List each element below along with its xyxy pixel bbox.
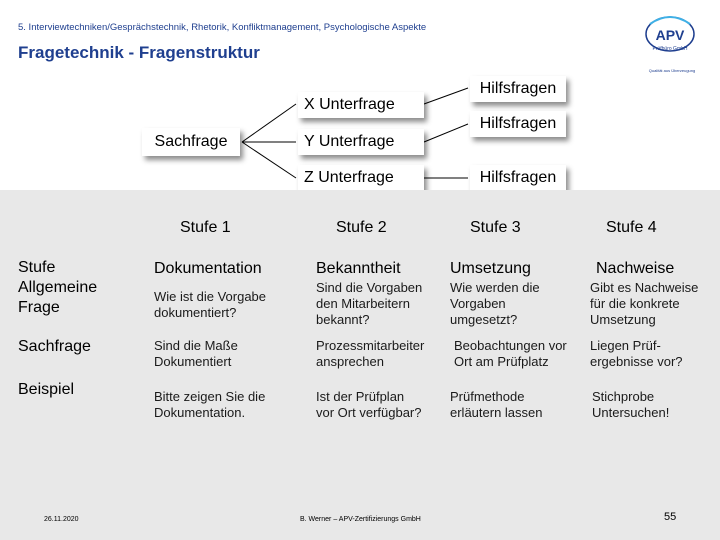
sub-question-x: X Unterfrage (298, 92, 424, 118)
cell-beispiel-3: Prüfmethode erläutern lassen (450, 389, 543, 420)
cell-general-2: Sind die Vorgaben den Mitarbeitern bekannt? (316, 280, 423, 327)
cell-general-3: Wie werden die Vorgaben umgesetzt? (450, 280, 540, 327)
cell-beispiel-1: Bitte zeigen Sie die Dokumentation. (154, 389, 266, 420)
cell-sachfrage-1: Sind die Maße Dokumentiert (154, 338, 238, 369)
cell-sachfrage-2: Prozessmitarbeiter ansprechen (316, 338, 425, 369)
cell-sachfrage-3: Beobachtungen vor Ort am Prüfplatz (454, 338, 567, 369)
row-label-beispiel: Beispiel (18, 381, 75, 398)
cell-sachfrage-4: Liegen Prüf- ergebnisse vor? (590, 338, 683, 369)
col-header-bekanntheit: Bekanntheit (316, 260, 401, 277)
footer-author: B. Werner – APV-Zertifizierungs GmbH (300, 516, 421, 523)
cell-general-1: Wie ist die Vorgabe dokumentiert? (154, 289, 267, 320)
col-header-dokumentation: Dokumentation (154, 260, 262, 277)
cell-beispiel-2: Ist der Prüfplan vor Ort verfügbar? (316, 389, 422, 420)
cell-general-4: Gibt es Nachweise für die konkrete Umsetzung (590, 280, 699, 327)
root-question-box: Sachfrage (142, 128, 240, 156)
row-label-general: Stufe Allgemeine Frage (18, 259, 98, 316)
logo-text: APV (655, 27, 685, 43)
logo-tagline: Qualität aus Überzeugung (648, 68, 696, 73)
stage-3-label: Stufe 3 (470, 219, 521, 236)
col-header-nachweise: Nachweise (596, 260, 675, 277)
row-label-sachfrage: Sachfrage (18, 338, 91, 355)
footer-date: 26.11.2020 (44, 516, 79, 523)
page-number: 55 (664, 511, 677, 523)
breadcrumb: 5. Interviewtechniken/Gesprächstechnik, Rhetorik, Konfliktmanagement, Psychologische Aspekte (18, 22, 427, 33)
stage-4-label: Stufe 4 (606, 219, 657, 236)
help-question-1: Hilfsfragen (470, 76, 566, 102)
logo-subtitle: Prüfbüro GmbH (652, 46, 688, 52)
sub-question-z: Z Unterfrage (298, 165, 424, 191)
help-question-2: Hilfsfragen (470, 111, 566, 137)
sub-question-y: Y Unterfrage (298, 129, 424, 155)
stage-1-label: Stufe 1 (180, 219, 231, 236)
help-question-3: Hilfsfragen (470, 165, 566, 191)
col-header-umsetzung: Umsetzung (450, 260, 531, 277)
stage-2-label: Stufe 2 (336, 219, 387, 236)
cell-beispiel-4: Stichprobe Untersuchen! (592, 389, 670, 420)
page-title: Fragetechnik - Fragenstruktur (18, 43, 260, 62)
